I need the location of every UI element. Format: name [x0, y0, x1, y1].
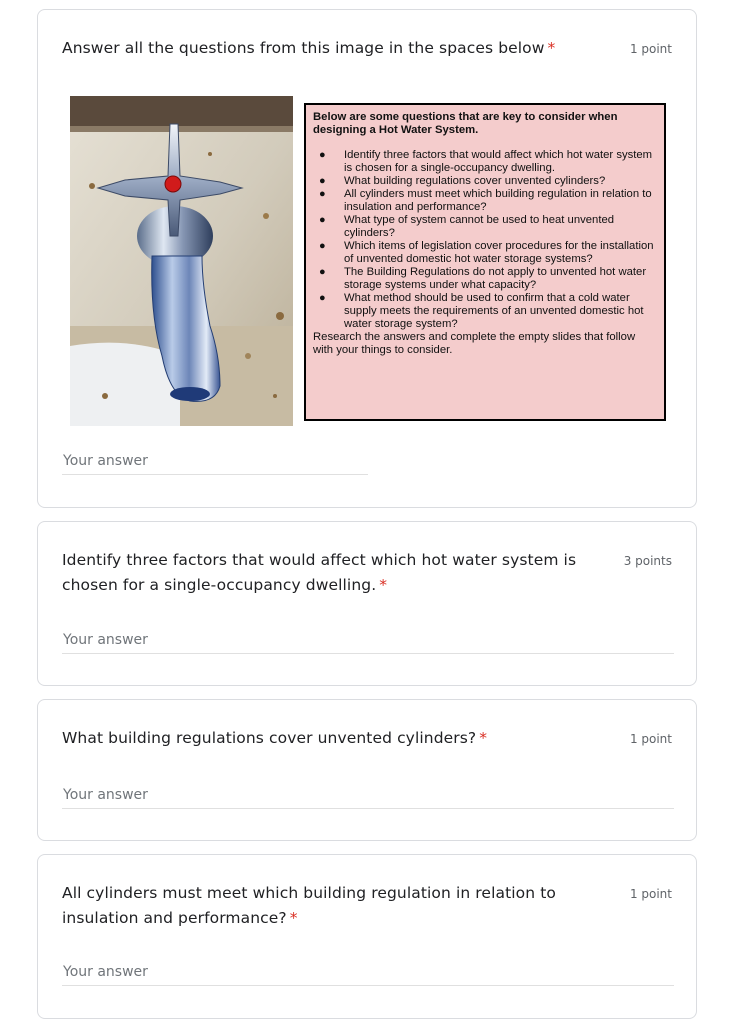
points-badge: 1 point: [629, 887, 672, 901]
answer-input[interactable]: [62, 964, 674, 986]
infobox-list-item: ● What building regulations cover unvented cylinders?: [319, 175, 606, 187]
infobox-list-item: ● All cylinders must meet which building regulation in relation to insulation and performance?: [319, 188, 652, 213]
required-asterisk: *: [547, 39, 556, 57]
question-image: [70, 96, 667, 426]
question-title-text: What building regulations cover unvented cylinders?: [62, 729, 477, 747]
bullet-icon: ●: [319, 175, 326, 187]
question-title: [62, 726, 582, 751]
answer-input[interactable]: [62, 453, 368, 475]
tap-photo: [70, 96, 293, 426]
chrome-tap-icon: [70, 96, 293, 426]
points-badge: 1 point: [629, 42, 672, 56]
question-title: [62, 548, 612, 598]
required-asterisk: *: [379, 576, 388, 594]
bullet-icon: ●: [319, 149, 326, 161]
bullet-icon: ●: [319, 240, 326, 252]
infobox-list-item: ● Which items of legislation cover procedures for the installation of unvented domestic hot water storage systems?: [319, 240, 654, 265]
answer-placeholder: Your answer: [63, 964, 148, 980]
infobox-footer: Research the answers and complete the empty slides that follow with your things to consider.: [313, 331, 636, 356]
infobox-list-item: ● Identify three factors that would affect which hot water system is chosen for a single-occupancy dwelling.: [319, 149, 653, 174]
bullet-icon: ●: [319, 292, 326, 304]
answer-placeholder: Your answer: [63, 453, 148, 469]
required-asterisk: *: [289, 909, 298, 927]
question-card: [37, 699, 697, 841]
answer-placeholder: Your answer: [63, 787, 148, 803]
question-card-image: [37, 9, 697, 508]
points-badge: 3 points: [623, 554, 672, 568]
question-title: [62, 881, 617, 931]
infobox-list-item: ● What type of system cannot be used to heat unvented cylinders?: [319, 214, 615, 239]
question-title-text: Identify three factors that would affect which hot water system is chosen for a single-occupancy dwelling.: [62, 551, 577, 594]
bullet-icon: ●: [319, 266, 326, 278]
points-badge: 1 point: [629, 732, 672, 746]
bullet-icon: ●: [319, 214, 326, 226]
answer-input[interactable]: [62, 632, 674, 654]
answer-placeholder: Your answer: [63, 632, 148, 648]
answer-input[interactable]: [62, 787, 674, 809]
question-title-text: Answer all the questions from this image in the spaces below: [62, 39, 545, 57]
question-title: [62, 36, 582, 61]
infobox-list-item: ● What method should be used to confirm that a cold water supply meets the requirements of an unvented domestic hot water storage system?: [319, 292, 644, 330]
infobox-heading: Below are some questions that are key to consider when designing a Hot Water System.: [313, 111, 618, 136]
question-card: [37, 521, 697, 686]
required-asterisk: *: [479, 729, 488, 747]
hot-water-questions-box: [304, 103, 666, 421]
question-title-text: All cylinders must meet which building regulation in relation to insulation and performance?: [62, 884, 556, 927]
bullet-icon: ●: [319, 188, 326, 200]
infobox-list: [313, 149, 656, 331]
question-card: [37, 854, 697, 1019]
infobox-list-item: ● The Building Regulations do not apply to unvented hot water storage systems under what capacity?: [319, 266, 647, 291]
